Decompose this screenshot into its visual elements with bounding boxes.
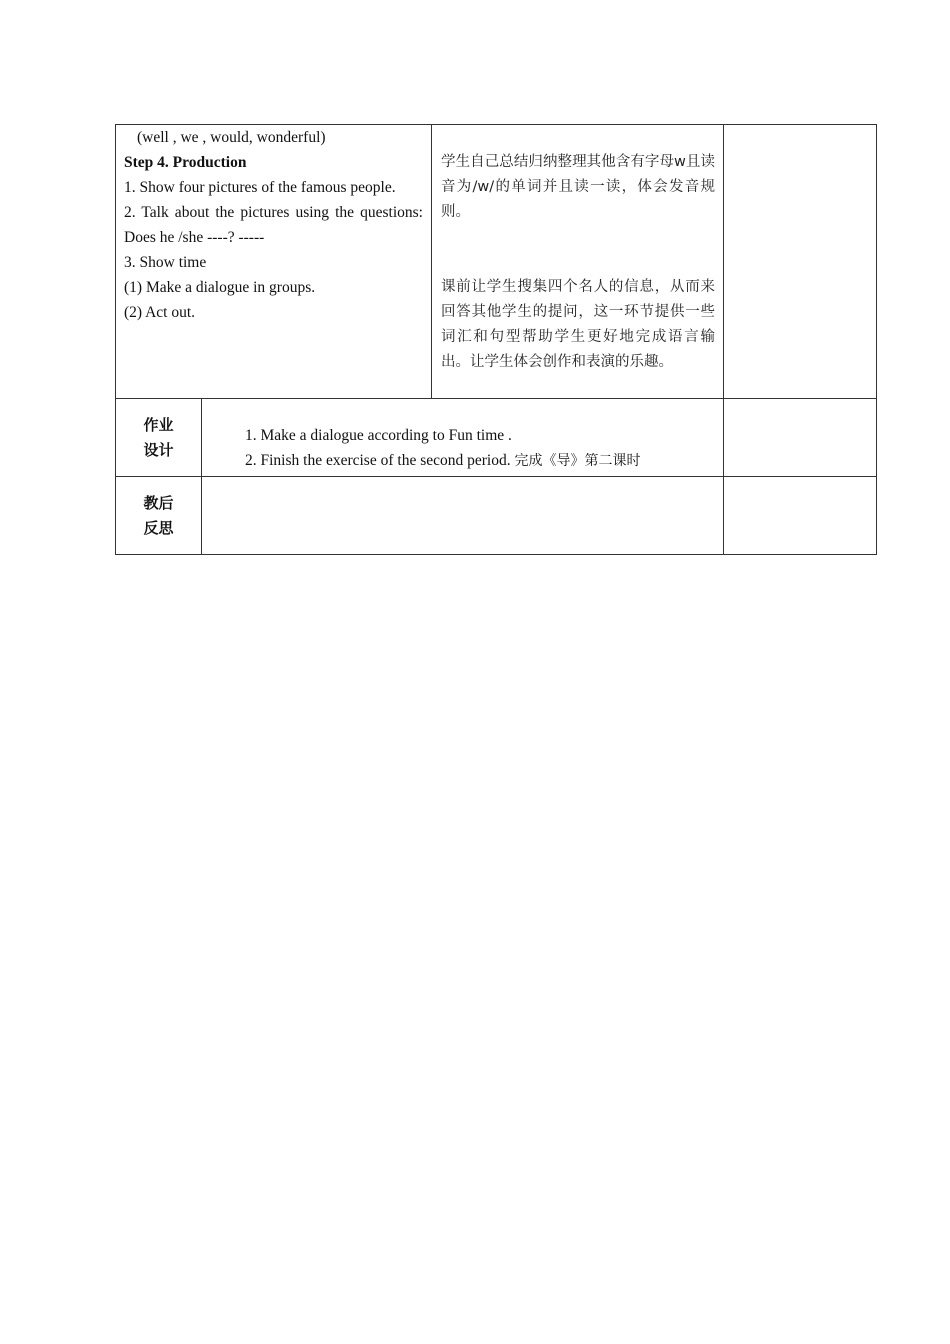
notes-cell — [724, 477, 877, 555]
reflection-row — [116, 477, 877, 555]
homework-item-2-text: 2. Finish the exercise of the second period. — [245, 452, 515, 469]
step-item-1: 1. Show four pictures of the famous people. — [124, 179, 396, 196]
design-intent-paragraph: 课前让学生搜集四个名人的信息，从而来回答其他学生的提问，这一环节提供一些词汇和句型帮助学生更好地完成语言输出。让学生体会创作和表演的乐趣。 — [441, 279, 715, 370]
homework-label: 作业 — [143, 415, 174, 434]
step-subitem-1: (1) Make a dialogue in groups. — [124, 279, 316, 296]
homework-label-cell — [116, 399, 202, 477]
step-heading: Step 4. Production — [124, 154, 247, 171]
lesson-plan-table — [115, 124, 877, 555]
notes-cell — [724, 125, 877, 399]
homework-item-2-chinese: 完成《导》第二课时 — [514, 453, 641, 469]
step-subitem-2: (2) Act out. — [124, 304, 196, 321]
design-intent-paragraph: 学生自己总结归纳整理其他含有字母w且读音为/w/的单词并且读一读，体会发音规则。 — [441, 154, 715, 220]
reflection-label: 教后 — [143, 493, 174, 512]
homework-label: 设计 — [143, 440, 174, 459]
notes-cell — [724, 399, 877, 477]
reflection-label: 反思 — [143, 518, 174, 537]
reflection-content-cell — [202, 477, 724, 555]
teaching-steps-cell — [116, 125, 432, 399]
homework-content-cell — [202, 399, 724, 477]
homework-row — [116, 399, 877, 477]
reflection-label-cell — [116, 477, 202, 555]
phonics-words-line: (well , we , would, wonderful) — [137, 129, 326, 146]
homework-item-2 — [245, 448, 715, 474]
design-intent-cell — [432, 125, 724, 399]
activity-row — [116, 125, 877, 399]
step-item-3: 3. Show time — [124, 254, 207, 271]
homework-item-1: 1. Make a dialogue according to Fun time . — [245, 427, 512, 444]
step-item-2: 2. Talk about the pictures using the questions: Does he /she ----? ----- — [124, 204, 423, 246]
